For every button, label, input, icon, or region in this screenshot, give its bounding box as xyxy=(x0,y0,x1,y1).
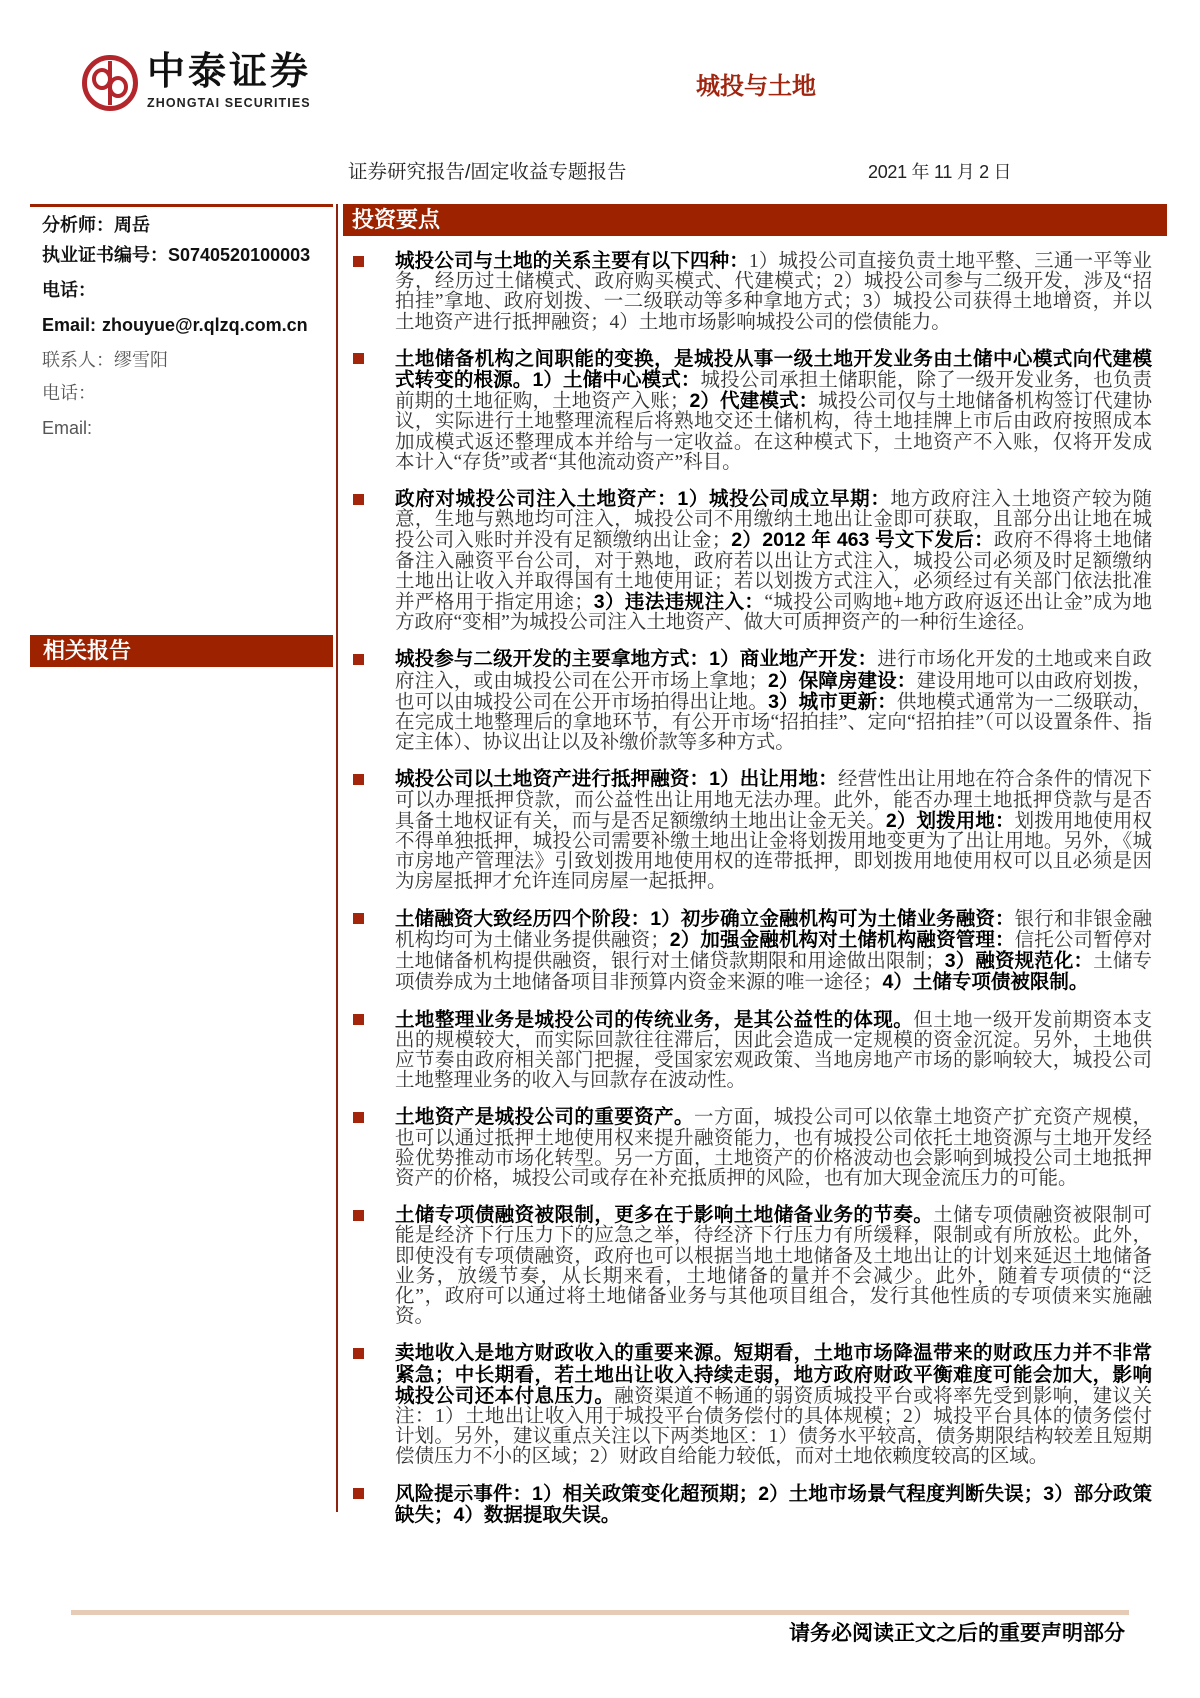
report-date: 2021 年 11 月 2 日 xyxy=(868,162,1012,182)
square-bullet-icon xyxy=(353,1112,364,1123)
analyst-line xyxy=(42,214,150,236)
point-bold-text: 风险提示事件：1）相关政策变化超预期；2）土地市场景气程度判断失误；3）部分政策缺失；4）数据提取失误。 xyxy=(395,1482,1152,1526)
point-body-text: 银行和非银金融机构均可为土储业务提供融资； xyxy=(395,908,1152,951)
point-body-text: 但土地一级开发前期资本支出的规模较大，而实际回款往往滞后，因此会造成一定规模的资金沉淀。另外，土地供应节奏由政府相关部门把握，受国家宏观政策、当地房地产市场的影响较大，城投公司土地整理业务的收入与回款存在波动性。 xyxy=(395,1009,1152,1092)
square-bullet-icon xyxy=(353,1488,364,1499)
key-point xyxy=(343,1010,1152,1092)
point-body-text: 政府不得将土地储备注入融资平台公司，对于熟地，政府若以出让方式注入，城投公司必须及时足额缴纳土地出让收入并取得国有土地使用证；若以划拨方式注入，必须经过有关部门依法批准并严格用于指定用途； xyxy=(395,530,1152,614)
key-points-header xyxy=(343,204,1167,236)
point-bold-text: 城投公司以土地资产进行抵押融资：1）出让用地： xyxy=(395,768,838,791)
point-body-text: 土储专项债券成为土地储备项目非预算内资金来源的唯一途径； xyxy=(395,951,1152,994)
point-body-text: 划拨用地使用权不得单独抵押，城投公司需要补缴土地出让金将划拨用地变更为了出让用地。另外，《城市房地产管理法》引致划拨用地使用权的连带抵押，即划拨用地使用权可以且必须是因为房屋抵押才允许连同房屋一起抵押。 xyxy=(395,810,1152,893)
sidebar-top-rule xyxy=(30,204,333,207)
point-bold-text: 3）违法违规注入： xyxy=(593,591,765,614)
square-bullet-icon xyxy=(353,1348,364,1359)
column-divider xyxy=(336,204,338,1512)
key-point xyxy=(343,1484,1152,1526)
key-point xyxy=(343,251,1152,333)
contact-phone-line xyxy=(42,382,96,404)
point-body-text: 信托公司暂停对土地储备机构提供融资，银行对土储贷款期限和用途做出限制； xyxy=(395,929,1152,973)
point-bold-text: 城投参与二级开发的主要拿地方式：1）商业地产开发： xyxy=(395,648,878,671)
square-bullet-icon xyxy=(353,494,364,505)
key-points-title: 投资要点 xyxy=(352,207,441,232)
point-body-text: 进行市场化开发的土地或来自政府注入，或由城投公司在公开市场上拿地； xyxy=(395,649,1152,692)
brand-name-en: ZHONGTAI SECURITIES xyxy=(147,96,311,110)
point-body-text: 一方面，城投公司可以依靠土地资产扩充资产规模，也可以通过抵押土地使用权来提升融资能力，也有城投公司依托土地资源与土地开发经验优势推动市场化转型。另一方面，土地资产的价格波动也会影响到城投公司土地抵押资产的价格，城投公司或存在补充抵质押的风险，也有加大现金流压力的可能。 xyxy=(395,1107,1152,1189)
key-point xyxy=(343,1107,1152,1189)
square-bullet-icon xyxy=(353,774,364,785)
related-reports-title: 相关报告 xyxy=(43,638,132,663)
analyst-label: 分析师： xyxy=(42,215,114,235)
point-bold-text: 2）加强金融机构对土储机构融资管理： xyxy=(669,928,1015,951)
contact-phone-label: 电话： xyxy=(42,383,96,403)
key-points-list xyxy=(343,251,1152,1542)
point-bold-text: 2）划拨用地： xyxy=(885,809,1015,832)
contact-email-line xyxy=(42,417,92,439)
contact-name: 缪雪阳 xyxy=(114,350,168,370)
point-body-text: 地方政府注入土地资产较为随意，生地与熟地均可注入，城投公司不用缴纳土地出让金即可获取，且部分出让地在城投公司入账时并没有足额缴纳出让金； xyxy=(395,489,1152,552)
square-bullet-icon xyxy=(353,353,364,364)
key-point xyxy=(343,489,1152,633)
square-bullet-icon xyxy=(353,1014,364,1025)
report-title: 城投与土地 xyxy=(696,73,816,100)
license-number: S0740520100003 xyxy=(168,245,311,265)
point-body-text: 土储专项债融资被限制可能是经济下行压力下的应急之举，待经济下行压力有所缓释，限制或有所放松。此外，即使没有专项债融资，政府也可以根据当地土地储备及土地出让的计划来延迟土地储备业务，放缓节奏，从长期来看，土地储备的量并不会减少。此外，随着专项债的“泛化”，政府可以通过将土地储备业务与其他项目组合，发行其他性质的专项债来实施融资。 xyxy=(395,1205,1152,1328)
point-body-text: 城投公司仅与土地储备机构签订代建协议，实际进行土地整理流程后将熟地交还土储机构，待土地挂牌上市后由政府按照成本加成模式返还整理成本并给与一定收益。在这种模式下，土地资产不入账，仅将开发成本计入“存货”或者“其他流动资产”科目。 xyxy=(395,391,1152,473)
point-bold-text: 土地储备机构之间职能的变换，是城投从事一级土地开发业务由土储中心模式向代建模式转变的根源。1）土储中心模式： xyxy=(395,347,1152,392)
analyst-email-label: Email: xyxy=(42,315,97,335)
point-bold-text: 3）融资规范化： xyxy=(944,950,1094,973)
point-body-text: “城投公司购地+地方政府返还出让金”成为地方政府“变相”为城投公司注入土地资产、做大可质押资产的一种衍生途径。 xyxy=(395,592,1152,634)
square-bullet-icon xyxy=(353,913,364,924)
contact-email-label: Email: xyxy=(42,418,93,438)
license-label: 执业证书编号： xyxy=(42,245,168,265)
point-body-text: 供地模式通常为一二级联动，在完成土地整理后的拿地环节，有公开市场“招拍挂”、定向“招拍挂”（可以设置条件、指定主体）、协议出让以及补缴价款等多种方式。 xyxy=(395,691,1152,754)
point-bold-text: 2）保障房建设： xyxy=(768,669,917,692)
point-bold-text: 政府对城投公司注入土地资产：1）城投公司成立早期： xyxy=(395,488,891,511)
contact-line xyxy=(42,349,168,371)
license-line xyxy=(42,244,310,266)
contact-label: 联系人： xyxy=(42,350,114,370)
key-point xyxy=(343,349,1152,473)
brand-name-cn: 中泰证券 xyxy=(147,51,312,93)
key-point xyxy=(343,769,1152,892)
footer-disclaimer: 请务必阅读正文之后的重要声明部分 xyxy=(789,1622,1125,1645)
key-point xyxy=(343,1205,1152,1327)
point-bold-text: 4）土储专项债被限制。 xyxy=(882,971,1089,994)
point-body-text: 经营性出让用地在符合条件的情况下可以办理抵押贷款，而公益性出让用地无法办理。此外，能否办理土地抵押贷款与是否具备土地权证有关，而与是否足额缴纳土地出让金无关。 xyxy=(395,769,1152,832)
point-bold-text: 土储融资大致经历四个阶段：1）初步确立金融机构可为土储业务融资： xyxy=(395,907,1015,930)
square-bullet-icon xyxy=(353,1210,364,1221)
footer-rule xyxy=(71,1610,1129,1615)
key-point xyxy=(343,909,1152,994)
point-bold-text: 土地资产是城投公司的重要资产。 xyxy=(395,1106,694,1129)
point-body-text: 城投公司承担土储职能，除了一级开发业务，也负责前期的土地征购，土地资产入账； xyxy=(395,370,1152,413)
point-bold-text: 卖地收入是地方财政收入的重要来源。短期看，土地市场降温带来的财政压力并不非常紧急；中长期看，若土地出让收入持续走弱，地方政府财政平衡难度可能会加大，影响城投公司还本付息压力。 xyxy=(395,1342,1152,1407)
analyst-email-line xyxy=(42,314,308,336)
zhongtai-logo-icon xyxy=(80,53,140,113)
point-bold-text: 土地整理业务是城投公司的传统业务，是其公益性的体现。 xyxy=(395,1008,914,1031)
key-point xyxy=(343,649,1152,753)
point-bold-text: 城投公司与土地的关系主要有以下四种： xyxy=(395,250,749,272)
square-bullet-icon xyxy=(353,256,364,267)
analyst-email-value: zhouyue@r.qlzq.com.cn xyxy=(102,315,308,335)
point-body-text: 融资渠道不畅通的弱资质城投平台或将率先受到影响，建议关注：1）土地出让收入用于城投平台债务偿付的具体规模；2）城投平台具体的债务偿付计划。另外，建议重点关注以下两类地区：1）债务水平较高，债务期限结构较差且短期偿债压力不小的区域；2）财政自给能力较低，而对土地依赖度较高的区域。 xyxy=(395,1385,1152,1468)
point-bold-text: 土储专项债融资被限制，更多在于影响土地储备业务的节奏。 xyxy=(395,1204,934,1227)
related-reports-header xyxy=(30,635,333,667)
point-bold-text: 2）2012 年 463 号文下发后： xyxy=(731,529,994,552)
point-bold-text: 3）城市更新： xyxy=(768,690,897,713)
key-point xyxy=(343,1343,1152,1467)
point-body-text: 1）城投公司直接负责土地平整、三通一平等业务，经历过土储模式、政府购买模式、代建模式；2）城投公司参与二级开发，涉及“招拍挂”拿地、政府划拨、一二级联动等多种拿地方式；3）城投公司获得土地增资，并以土地资产进行抵押融资；4）土地市场影响城投公司的偿债能力。 xyxy=(395,251,1152,333)
analyst-phone-label: 电话： xyxy=(42,280,96,300)
analyst-phone-line xyxy=(42,279,96,301)
report-type: 证券研究报告/固定收益专题报告 xyxy=(348,161,627,183)
point-bold-text: 2）代建模式： xyxy=(689,390,819,413)
point-body-text: 建设用地可以由政府划拨，也可以由城投公司在公开市场拍得出让地。 xyxy=(395,670,1152,713)
analyst-name: 周岳 xyxy=(114,215,150,235)
square-bullet-icon xyxy=(353,654,364,665)
